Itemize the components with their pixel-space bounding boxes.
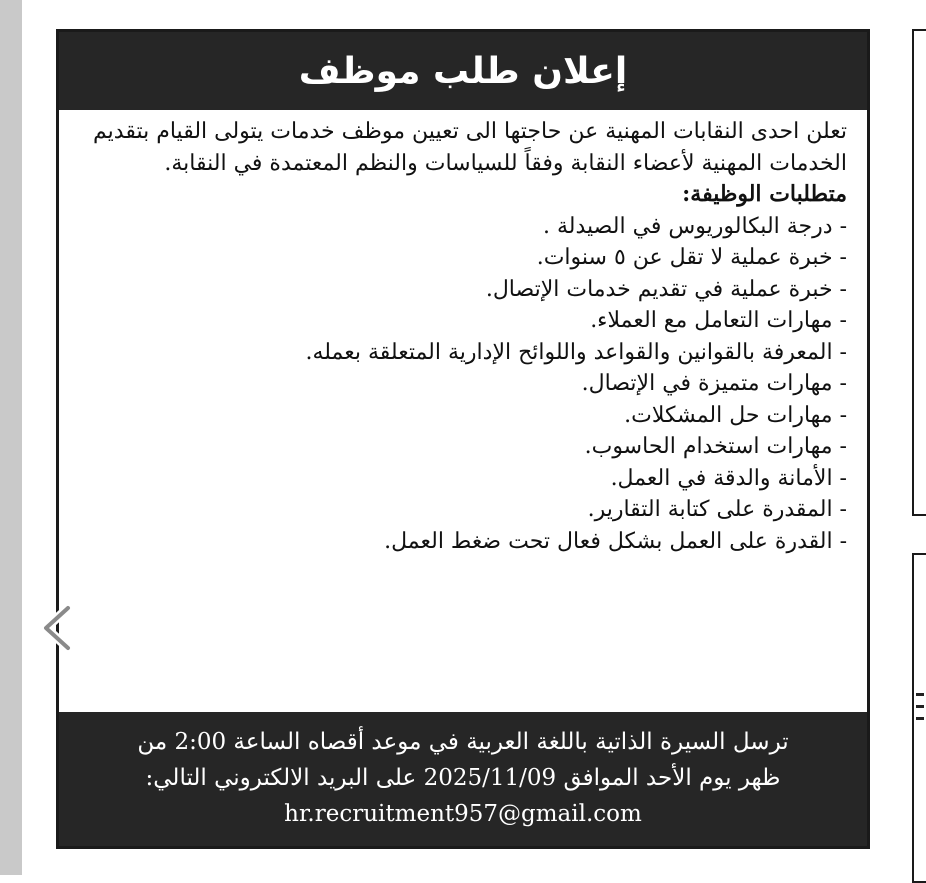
adjacent-ad-edge-text [916, 684, 926, 754]
requirement-item: - الأمانة والدقة في العمل. [610, 465, 847, 491]
requirement-item: - مهارات حل المشكلات. [624, 402, 847, 428]
requirement-item: - خبرة عملية في تقديم خدمات الإتصال. [485, 276, 847, 302]
job-advertisement [56, 29, 870, 849]
requirement-item: - درجة البكالوريوس في الصيدلة . [543, 213, 847, 239]
footer-line-2: ظهر يوم الأحد الموافق 2025/11/09 على البريد الالكتروني التالي: [145, 765, 781, 791]
ad-title: إعلان طلب موظف [298, 50, 628, 92]
requirement-item: - القدرة على العمل بشكل فعال تحت ضغط العمل. [384, 528, 847, 554]
requirement-item: - المعرفة بالقوانين والقواعد واللوائح الإدارية المتعلقة بعمله. [305, 339, 847, 365]
requirement-item: - خبرة عملية لا تقل عن ٥ سنوات. [536, 245, 847, 270]
requirements-title: متطلبات الوظيفة: [682, 181, 847, 207]
footer-line-1: ترسل السيرة الذاتية باللغة العربية في موعد أقصاه الساعة 2:00 من [137, 729, 789, 755]
ad-title-bar [59, 32, 867, 110]
viewer-side-strip [0, 0, 22, 875]
contact-email: hr.recruitment957@gmail.com [284, 801, 642, 827]
requirement-item: - مهارات استخدام الحاسوب. [584, 434, 847, 459]
requirement-item: - مهارات التعامل مع العملاء. [590, 308, 847, 333]
adjacent-ad-top [912, 29, 926, 516]
ad-intro: تعلن احدى النقابات المهنية عن حاجتها الى تعيين موظف خدمات يتولى القيام بتقديم الخدمات المهنية لأعضاء النقابة وفقاً للسياسات والنظم المعتمدة في النقابة. [93, 119, 847, 176]
ad-body [59, 110, 867, 557]
chevron-left-icon[interactable] [38, 604, 78, 652]
requirements-list [73, 211, 847, 558]
ad-footer [59, 712, 867, 846]
requirement-item: - مهارات متميزة في الإتصال. [581, 371, 847, 396]
requirement-item: - المقدرة على كتابة التقارير. [587, 497, 847, 522]
